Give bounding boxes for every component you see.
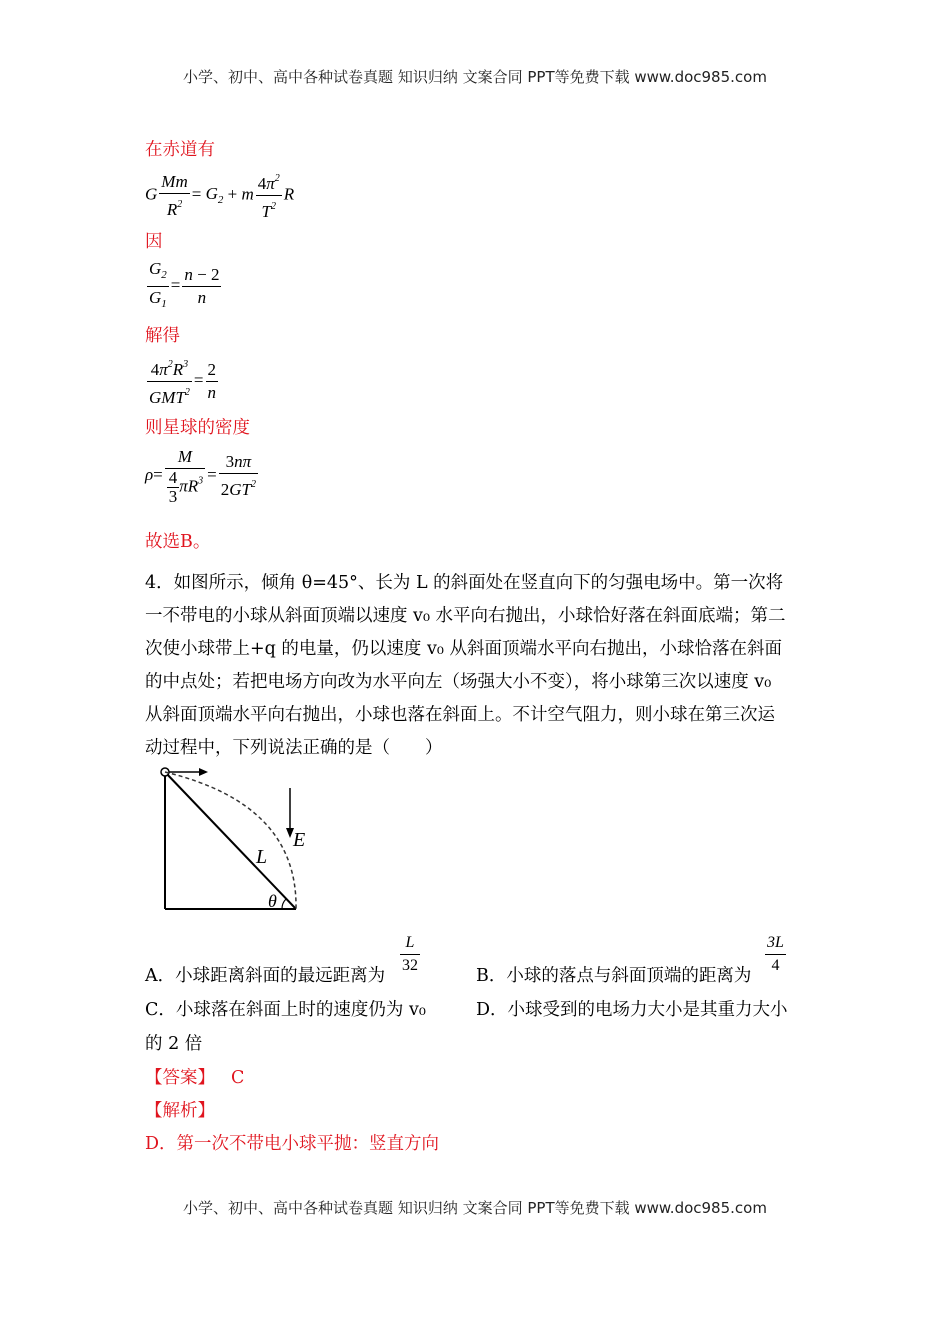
option-b-fraction [765,932,786,977]
velocity-arrowhead-icon [199,768,208,776]
conclusion-prev: 故选B。 [145,532,211,552]
option-b-denominator: 4 [771,957,780,974]
equation-density: ρ= M $\frac{4}{3}$ $\pi R^3$ = $\frac{3n\pi}{2GT^2}$ [145,447,256,506]
label-E: E [293,829,306,851]
label-equator: 在赤道有 [145,140,215,160]
question-line-5: 从斜面顶端水平向右抛出，小球也落在斜面上。不计空气阻力，则小球在第三次运 [145,705,775,725]
option-a-numerator: L [400,932,420,955]
answer-row [145,1064,244,1089]
option-c[interactable]: C．小球落在斜面上时的速度仍为 v₀ [145,1000,426,1020]
question-line-2: 一不带电的小球从斜面顶端以速度 v₀ 水平向右抛出，小球恰好落在斜面底端；第二 [145,606,786,626]
angle-arc [282,899,286,909]
label-theta: θ [268,891,277,911]
option-b-text: B．小球的落点与斜面顶端的距离为 [476,966,752,986]
option-d[interactable]: D．小球受到的电场力大小是其重力大小 [476,1000,788,1020]
answer-value: C [231,1068,245,1088]
question-line-6: 动过程中，下列说法正确的是（ ） [145,738,443,758]
option-b-numerator: 3L [765,932,786,955]
equation-solved: $\frac{4\pi^2R^3}{GMT^2}$ = $\frac{2}{n}$ [145,354,220,409]
option-d-continued: 的 2 倍 [145,1034,203,1054]
question-line-1: 4．如图所示，倾角 θ=45°、长为 L 的斜面处在竖直向下的匀强电场中。第一次将 [145,573,784,593]
option-a-text: A．小球距离斜面的最远距离为 [145,966,386,986]
answer-label: 【答案】 [145,1068,215,1088]
page-header: 小学、初中、高中各种试卷真题 知识归纳 文案合同 PPT等免费下载 www.doc985.com [183,68,767,86]
label-L: L [256,846,268,868]
analysis-label: 【解析】 [145,1101,215,1121]
question-line-3: 次使小球带上+q 的电量，仍以速度 v₀ 从斜面顶端水平向右抛出，小球恰落在斜面 [145,639,782,659]
option-a-denominator: 32 [402,957,418,974]
analysis-line: D．第一次不带电小球平抛：竖直方向 [145,1134,440,1154]
label-solve: 解得 [145,326,180,346]
page-footer: 小学、初中、高中各种试卷真题 知识归纳 文案合同 PPT等免费下载 www.doc985.com [183,1199,767,1217]
question-line-4: 的中点处；若把电场方向改为水平向左（场强大小不变），将小球第三次以速度 v₀ [145,672,772,692]
incline-slope [165,772,296,909]
label-because: 因 [145,232,163,252]
option-a[interactable] [145,962,385,987]
option-a-fraction [400,932,420,977]
equation-equator-gravity: G $\frac{Mm}{R^2}$ = $G_2 + m$ $\frac{4\pi^2}{T^2}$ R [145,168,294,223]
option-b[interactable] [476,962,751,987]
equation-weight-ratio: $\frac{G_2}{G_1}$ = $\frac{n - 2}{n}$ [149,259,220,310]
incline-figure [150,764,320,916]
label-density: 则星球的密度 [145,418,250,438]
